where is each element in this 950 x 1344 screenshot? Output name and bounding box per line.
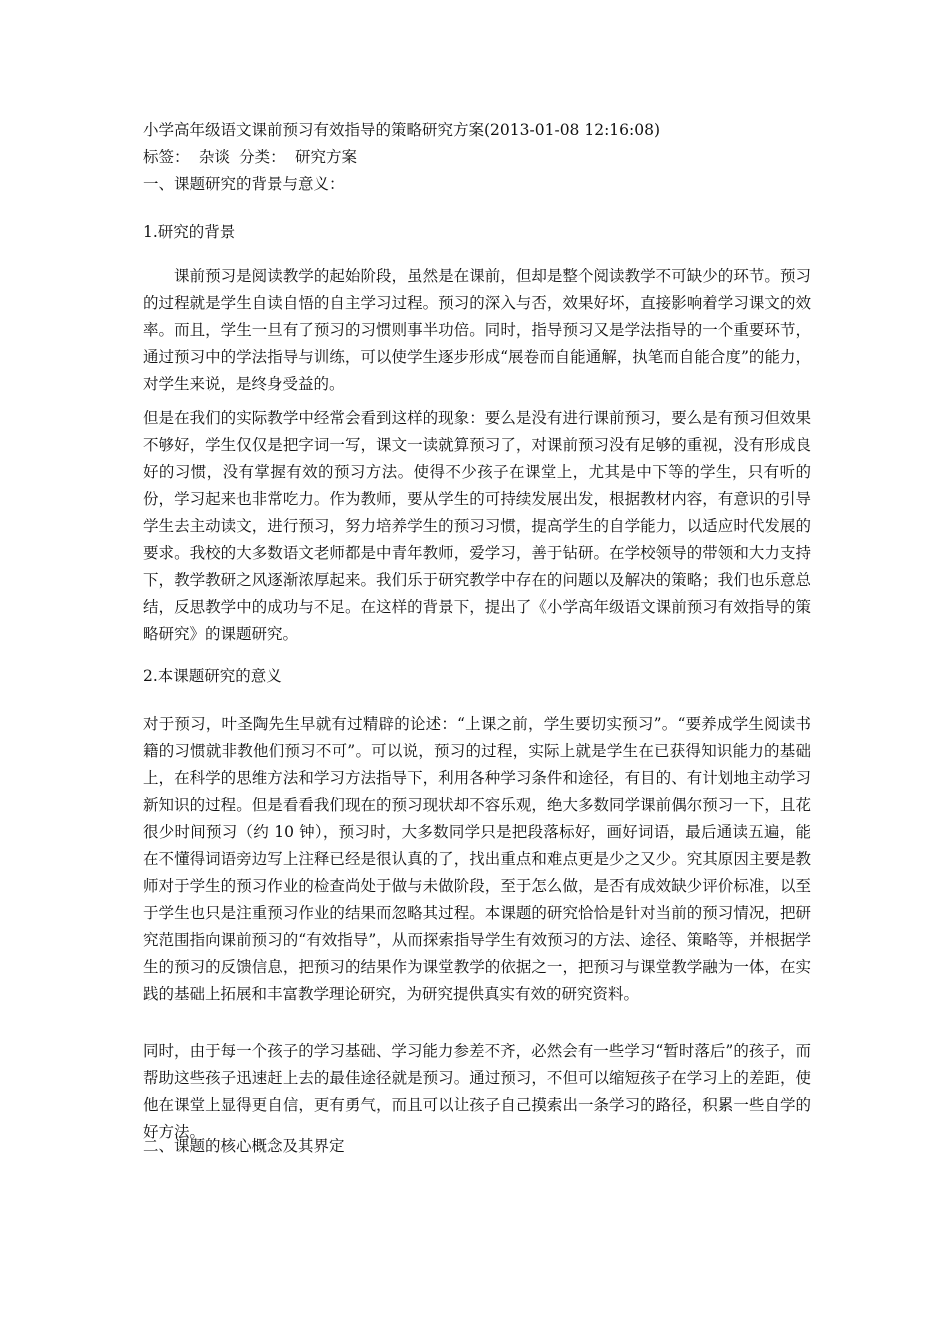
category-value: 研究方案 [294,148,357,166]
subheading-background: 1.研究的背景 [143,223,236,241]
paragraph-2: 但是在我们的实际教学中经常会看到这样的现象：要么是没有进行课前预习，要么是有预习但效果不够好，学生仅仅是把字词一写，课文一读就算预习了，对课前预习没有足够的重视，没有形成良好的习惯，没有掌握有效的预习方法。使得不少孩子在课堂上，尤其是中下等的学生，只有听的份，学习起来也非常吃力。作为教师，要从学生的可持续发展出发，根据教材内容，有意识的引导学生去主动读文，进行预习，努力培养学生的预习习惯，提高学生的自学能力，以适应时代发展的要求。我校的大多数语文老师都是中青年教师，爱学习，善于钻研。在学校领导的带领和大力支持下，教学教研之风逐渐浓厚起来。我们乐于研究教学中存在的问题以及解决的策略；我们也乐意总结，反思教学中的成功与不足。在这样的背景下，提出了《小学高年级语文课前预习有效指导的策略研究》的课题研究。 [143,409,811,643]
tags-label: 标签： [143,148,190,166]
subheading-significance: 2.本课题研究的意义 [143,667,282,685]
tag-value: 杂谈 [198,148,230,166]
document-header [143,117,811,198]
section-heading-1: 一、课题研究的背景与意义： [143,175,345,193]
paragraph-4: 同时，由于每一个孩子的学习基础、学习能力参差不齐，必然会有一些学习“暂时落后”的孩子，而帮助这些孩子迅速赶上去的最佳途径就是预习。通过预习，不但可以缩短孩子在学习上的差距，使他在课堂上显得更自信，更有勇气，而且可以让孩子自己摸索出一条学习的路径，积累一些自学的好方法。 [143,1042,811,1141]
paragraph-1: 课前预习是阅读教学的起始阶段，虽然是在课前，但却是整个阅读教学不可缺少的环节。预习的过程就是学生自读自悟的自主学习过程。预习的深入与否，效果好坏，直接影响着学习课文的效率。而且，学生一旦有了预习的习惯则事半功倍。同时，指导预习又是学法指导的一个重要环节，通过预习中的学法指导与训练，可以使学生逐步形成“展卷而自能通解，执笔而自能合度”的能力，对学生来说，是终身受益的。 [143,267,811,393]
meta-line [143,144,811,171]
category-label: 分类： [239,148,286,166]
section-heading-2: 二、课题的核心概念及其界定 [143,1137,345,1155]
document-title: 小学高年级语文课前预习有效指导的策略研究方案(2013-01-08 12:16:08) [143,121,661,139]
paragraph-3: 对于预习，叶圣陶先生早就有过精辟的论述：“上课之前，学生要切实预习”。“要养成学生阅读书籍的习惯就非教他们预习不可”。可以说，预习的过程，实际上就是学生在已获得知识能力的基础上，在科学的思维方法和学习方法指导下，利用各种学习条件和途径，有目的、有计划地主动学习新知识的过程。但是看看我们现在的预习现状却不容乐观，绝大多数同学课前偶尔预习一下，且花很少时间预习（约 10 钟），预习时，大多数同学只是把段落标好，画好词语，最后通读五遍，能在不懂得词语旁边写上注释已经是很认真的了，找出重点和难点更是少之又少。究其原因主要是教师对于学生的预习作业的检查尚处于做与未做阶段，至于怎么做，是否有成效缺少评价标准，以至于学生也只是注重预习作业的结果而忽略其过程。本课题的研究恰恰是针对当前的预习情况，把研究范围指向课前预习的“有效指导”，从而探索指导学生有效预习的方法、途径、策略等，并根据学生的预习的反馈信息，把预习的结果作为课堂教学的依据之一，把预习与课堂教学融为一体，在实践的基础上拓展和丰富教学理论研究，为研究提供真实有效的研究资料。 [143,715,811,1003]
